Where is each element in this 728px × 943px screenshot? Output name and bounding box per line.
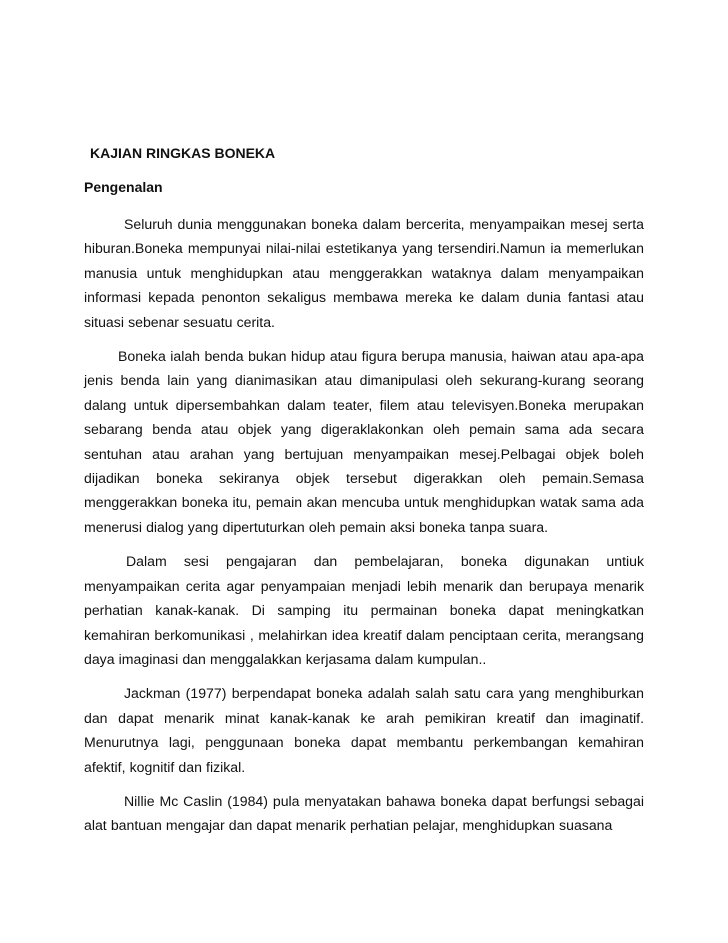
- section-heading: Pengenalan: [84, 179, 163, 195]
- paragraph-introduction: Seluruh dunia menggunakan boneka dalam bercerita, menyampaikan mesej serta hiburan.Boneka mempunyai nilai-nilai estetikanya yang tersendiri.Namun ia memerlukan manusia untuk menghidupkan atau menggerakkan wataknya dalam menyampaikan informasi kepada penonton sekaligus membawa mereka ke dalam dunia fantasi atau situasi sebenar sesuatu cerita.: [84, 216, 644, 330]
- document-title: KAJIAN RINGKAS BONEKA: [90, 145, 276, 161]
- paragraph-jackman: Jackman (1977) berpendapat boneka adalah salah satu cara yang menghiburkan dan dapat menarik minat kanak-kanak ke arah pemikiran kreatif dan imaginatif. Menurutnya lagi, penggunaan boneka dapat membantu perkembangan kemahiran afektif, kognitif dan fizikal.: [84, 685, 644, 775]
- paragraph-teaching: Dalam sesi pengajaran dan pembelajaran, boneka digunakan untiuk menyampaikan cerita agar penyampaian menjadi lebih menarik dan berupaya menarik perhatian kanak-kanak. Di samping itu permainan boneka dapat meningkatkan kemahiran berkomunikasi , melahirkan idea kreatif dalam penciptaan cerita, merangsang daya imaginasi dan menggalakkan kerjasama dalam kumpulan..: [84, 553, 644, 667]
- paragraph-mccaslin: Nillie Mc Caslin (1984) pula menyatakan bahawa boneka dapat berfungsi sebagai alat bantuan mengajar dan dapat menarik perhatian pelajar, menghidupkan suasana: [84, 792, 644, 834]
- document-body: [84, 144, 644, 838]
- paragraph-definition: Boneka ialah benda bukan hidup atau figura berupa manusia, haiwan atau apa-apa jenis benda lain yang dianimasikan atau dimanipulasi oleh sekurang-kurang seorang dalang untuk dipersembahkan dalam teater, filem atau televisyen.Boneka merupakan sebarang benda atau objek yang digeraklakonkan oleh pemain sama ada secara sentuhan atau arahan yang bertujuan menyampaikan mesej.Pelbagai objek boleh dijadikan boneka sekiranya objek tersebut digerakkan oleh pemain.Semasa menggerakkan boneka itu, pemain akan mencuba untuk menghidupkan watak sama ada menerusi dialog yang dipertuturkan oleh pemain aksi boneka tanpa suara.: [84, 348, 644, 535]
